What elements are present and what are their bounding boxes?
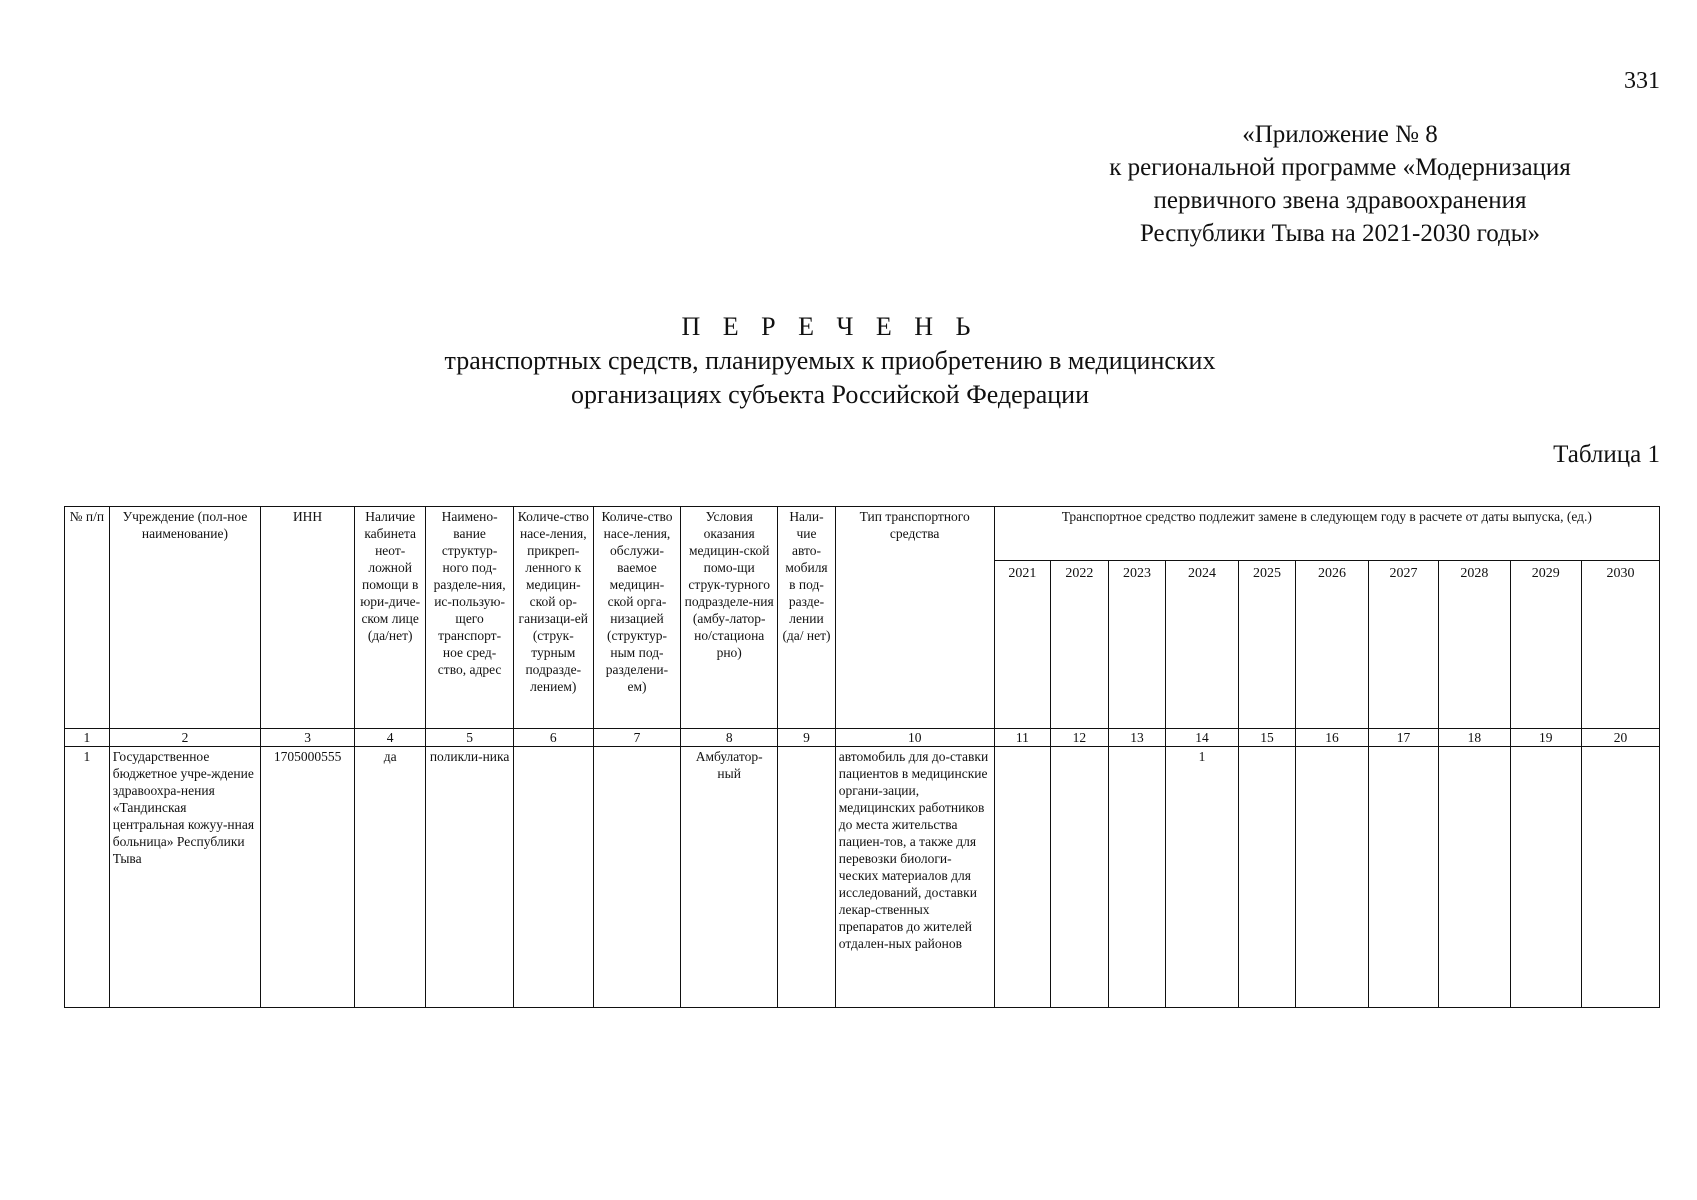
row-year-value <box>1581 747 1659 1008</box>
row-year-value: 1 <box>1166 747 1238 1008</box>
column-numbers-row <box>65 729 1660 747</box>
column-number: 11 <box>994 729 1051 747</box>
row-population-attached <box>513 747 593 1008</box>
header-year: 2021 <box>994 561 1051 729</box>
header-replacement-group: Транспортное средство подлежит замене в следующем году в расчете от даты выпуска, (ед.) <box>994 507 1659 561</box>
column-number: 5 <box>426 729 513 747</box>
table-label: Таблица 1 <box>1553 441 1660 468</box>
column-number: 4 <box>354 729 425 747</box>
row-inn: 1705000555 <box>261 747 355 1008</box>
column-number: 6 <box>513 729 593 747</box>
row-year-value <box>1238 747 1296 1008</box>
row-year-value <box>1368 747 1438 1008</box>
column-number: 16 <box>1296 729 1368 747</box>
page-number: 331 <box>1624 68 1660 94</box>
header-year: 2024 <box>1166 561 1238 729</box>
header-vehicle-type: Тип транспортного средства <box>835 507 994 729</box>
row-emergency-cabinet: да <box>354 747 425 1008</box>
column-number: 19 <box>1510 729 1581 747</box>
row-year-value <box>1108 747 1166 1008</box>
header-care-conditions: Условия оказания медицин-ской помо-щи струк-турного подразделе-ния (амбу-латор-но/стациона рно) <box>681 507 778 729</box>
row-vehicle-type: автомобиль для до-ставки пациентов в медицинские органи-зации, медицинских работников до места жительства пациен-тов, а также для перевозки биологи-ческих материалов для исследований, доставки лекар-ственных препаратов до жителей отдален-ных районов <box>835 747 994 1008</box>
header-year: 2029 <box>1510 561 1581 729</box>
header-unit-name: Наимено-вание структур-ного под-разделе-ния, ис-пользую-щего транспорт-ное сред-ство, адрес <box>426 507 513 729</box>
header-inn: ИНН <box>261 507 355 729</box>
header-population-served: Количе-ство насе-ления, обслужи-ваемое медицин-ской орга-низацией (структур-ным под-разделени-ем) <box>593 507 680 729</box>
row-population-served <box>593 747 680 1008</box>
column-number: 15 <box>1238 729 1296 747</box>
row-year-value <box>1510 747 1581 1008</box>
header-population-attached: Количе-ство насе-ления, прикреп-ленного к медицин-ской ор-ганизаци-ей (струк-турным подразде-лением) <box>513 507 593 729</box>
header-year: 2025 <box>1238 561 1296 729</box>
row-year-value <box>1296 747 1368 1008</box>
column-number: 20 <box>1581 729 1659 747</box>
column-number: 14 <box>1166 729 1238 747</box>
header-year: 2030 <box>1581 561 1659 729</box>
column-number: 1 <box>65 729 110 747</box>
header-year: 2026 <box>1296 561 1368 729</box>
column-number: 3 <box>261 729 355 747</box>
appendix-line: к региональной программе «Модернизация <box>1109 154 1571 181</box>
column-number: 17 <box>1368 729 1438 747</box>
appendix-line: первичного звена здравоохранения <box>1153 187 1527 214</box>
header-year: 2022 <box>1051 561 1109 729</box>
table-row <box>65 747 1660 1008</box>
column-number: 18 <box>1439 729 1510 747</box>
appendix-line: Республики Тыва на 2021-2030 годы» <box>1139 220 1541 247</box>
column-number: 7 <box>593 729 680 747</box>
row-unit-name: поликли-ника <box>426 747 513 1008</box>
header-institution: Учреждение (пол-ное наименование) <box>109 507 260 729</box>
vehicles-table <box>64 506 1660 1008</box>
appendix-line: «Приложение № 8 <box>1242 121 1438 148</box>
header-has-vehicle: Нали-чие авто-мобиля в под-разде-лении (да/ нет) <box>778 507 836 729</box>
row-num: 1 <box>65 747 110 1008</box>
row-institution: Государственное бюджетное учре-ждение здравоохра-нения «Тандинская центральная кожуу-нная больница» Республики Тыва <box>109 747 260 1008</box>
column-number: 2 <box>109 729 260 747</box>
column-number: 10 <box>835 729 994 747</box>
column-number: 9 <box>778 729 836 747</box>
column-number: 8 <box>681 729 778 747</box>
document-title <box>300 310 1360 412</box>
header-year: 2027 <box>1368 561 1438 729</box>
header-year: 2023 <box>1108 561 1166 729</box>
row-year-value <box>1051 747 1109 1008</box>
title-line: транспортных средств, планируемых к приобретению в медицинских <box>444 346 1216 375</box>
row-has-vehicle <box>778 747 836 1008</box>
row-year-value <box>1439 747 1510 1008</box>
row-care-conditions: Амбулатор-ный <box>681 747 778 1008</box>
column-number: 12 <box>1051 729 1109 747</box>
header-emergency-cabinet: Наличие кабинета неот-ложной помощи в юри-диче-ском лице (да/нет) <box>354 507 425 729</box>
header-year: 2028 <box>1439 561 1510 729</box>
row-year-value <box>994 747 1051 1008</box>
column-number: 13 <box>1108 729 1166 747</box>
title-heading: П Е Р Е Ч Е Н Ь <box>681 312 979 341</box>
appendix-header <box>1050 118 1630 250</box>
header-num: № п/п <box>65 507 110 729</box>
title-line: организациях субъекта Российской Федерации <box>571 380 1089 409</box>
